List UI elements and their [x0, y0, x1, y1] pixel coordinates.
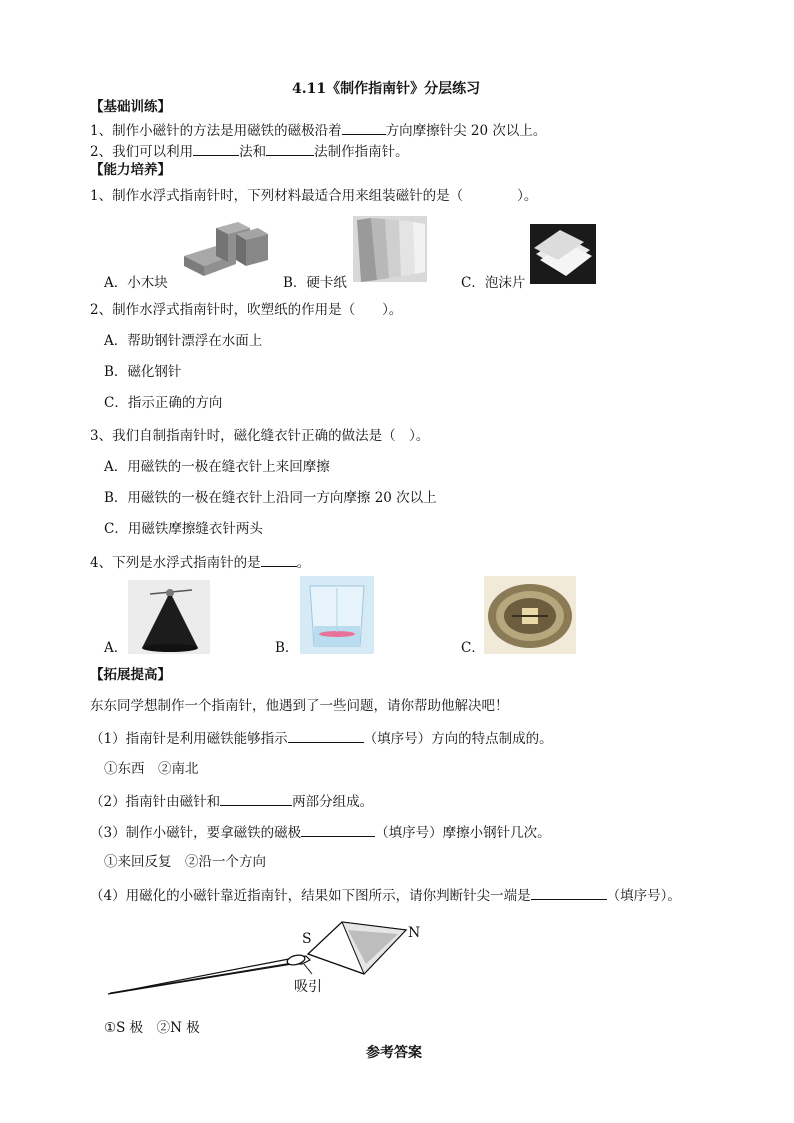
basic-question-1 [90, 120, 546, 140]
ability-question-1: 1、制作水浮式指南针时，下列材料最适合用来组装磁针的是（ ）。 [90, 188, 538, 204]
option-a: A．帮助钢针漂浮在水面上 [104, 333, 263, 349]
answer-blank[interactable] [342, 120, 386, 135]
option-c: C．泡沫片 [461, 275, 526, 291]
q-text: 2、我们可以利用 [90, 144, 194, 160]
page-title: 4.11《制作指南针》分层练习 [292, 81, 481, 97]
extend-intro: 东东同学想制作一个指南针，他遇到了一些问题，请你帮助他解决吧！ [90, 698, 509, 714]
answer-blank[interactable] [220, 791, 292, 806]
cardboard-image [353, 216, 427, 282]
floating-cup-image [300, 576, 374, 654]
ability-question-4 [90, 552, 310, 572]
cone-compass-image [128, 580, 210, 654]
extend-part-4 [90, 885, 681, 905]
section-basic: 【基础训练】 [90, 99, 171, 115]
extend-part-4-options: ①S 极 ②N 极 [104, 1020, 200, 1036]
section-extend: 【拓展提高】 [90, 667, 171, 683]
q-text: （填序号）方向的特点制成的。 [363, 731, 553, 747]
q-text: 1、制作小磁针的方法是用磁铁的磁极沿着 [90, 123, 342, 139]
section-ability: 【能力培养】 [90, 162, 171, 178]
extend-part-3-options: ①来回反复 ②沿一个方向 [104, 854, 266, 870]
needle-compass-diagram [104, 912, 434, 1004]
q-text: 法制作指南针。 [314, 144, 409, 160]
q-text: （填序号）。 [606, 888, 681, 904]
answer-blank[interactable] [288, 728, 364, 743]
foam-sheets-image [530, 224, 596, 284]
extend-part-1-options: ①东西 ②南北 [104, 761, 199, 777]
ability-question-3: 3、我们自制指南针时，磁化缝衣针正确的做法是（ ）。 [90, 428, 430, 444]
option-c: C． [461, 640, 485, 656]
answer-blank[interactable] [261, 552, 297, 567]
extend-part-3 [90, 822, 551, 842]
extend-part-2 [90, 791, 373, 811]
ability-question-2: 2、制作水浮式指南针时，吹塑纸的作用是（ ）。 [90, 302, 403, 318]
option-b: B．硬卡纸 [283, 275, 347, 291]
answer-blank[interactable] [301, 822, 375, 837]
option-c: C．用磁铁摩擦缝衣针两头 [104, 521, 263, 537]
attract-label: 吸引 [294, 979, 322, 995]
s-pole-label: S [302, 931, 312, 947]
extend-part-1 [90, 728, 553, 748]
q-text: （填序号）摩擦小钢针几次。 [375, 825, 551, 841]
answer-blank[interactable] [193, 141, 239, 156]
option-a: A．用磁铁的一极在缝衣针上来回摩擦 [104, 459, 330, 475]
option-a: A． [104, 640, 128, 656]
n-pole-label: N [408, 925, 421, 941]
q-text: 方向摩擦针尖 20 次以上。 [385, 123, 547, 139]
option-b: B．磁化钢针 [104, 364, 182, 380]
wood-blocks-image [176, 216, 270, 278]
answer-title: 参考答案 [366, 1045, 422, 1061]
option-a: A．小木块 [104, 275, 168, 291]
dish-compass-image [484, 576, 576, 654]
q-text: （1）指南针是利用磁铁能够指示 [90, 731, 288, 747]
q-text: （4）用磁化的小磁针靠近指南针，结果如下图所示，请你判断针尖一端是 [90, 888, 531, 904]
basic-question-2 [90, 141, 409, 161]
q-text: 4、下列是水浮式指南针的是 [90, 555, 261, 571]
option-b: B． [275, 640, 299, 656]
q-text: （3）制作小磁针，要拿磁铁的磁极 [90, 825, 302, 841]
option-c: C．指示正确的方向 [104, 395, 223, 411]
q-text: 法和 [239, 144, 267, 160]
q-text: 。 [296, 555, 311, 571]
q-text: （2）指南针由磁针和 [90, 794, 221, 810]
option-b: B．用磁铁的一极在缝衣针上沿同一方向摩擦 20 次以上 [104, 490, 437, 506]
q-text: 两部分组成。 [292, 794, 374, 810]
answer-blank[interactable] [531, 885, 607, 900]
answer-blank[interactable] [266, 141, 314, 156]
